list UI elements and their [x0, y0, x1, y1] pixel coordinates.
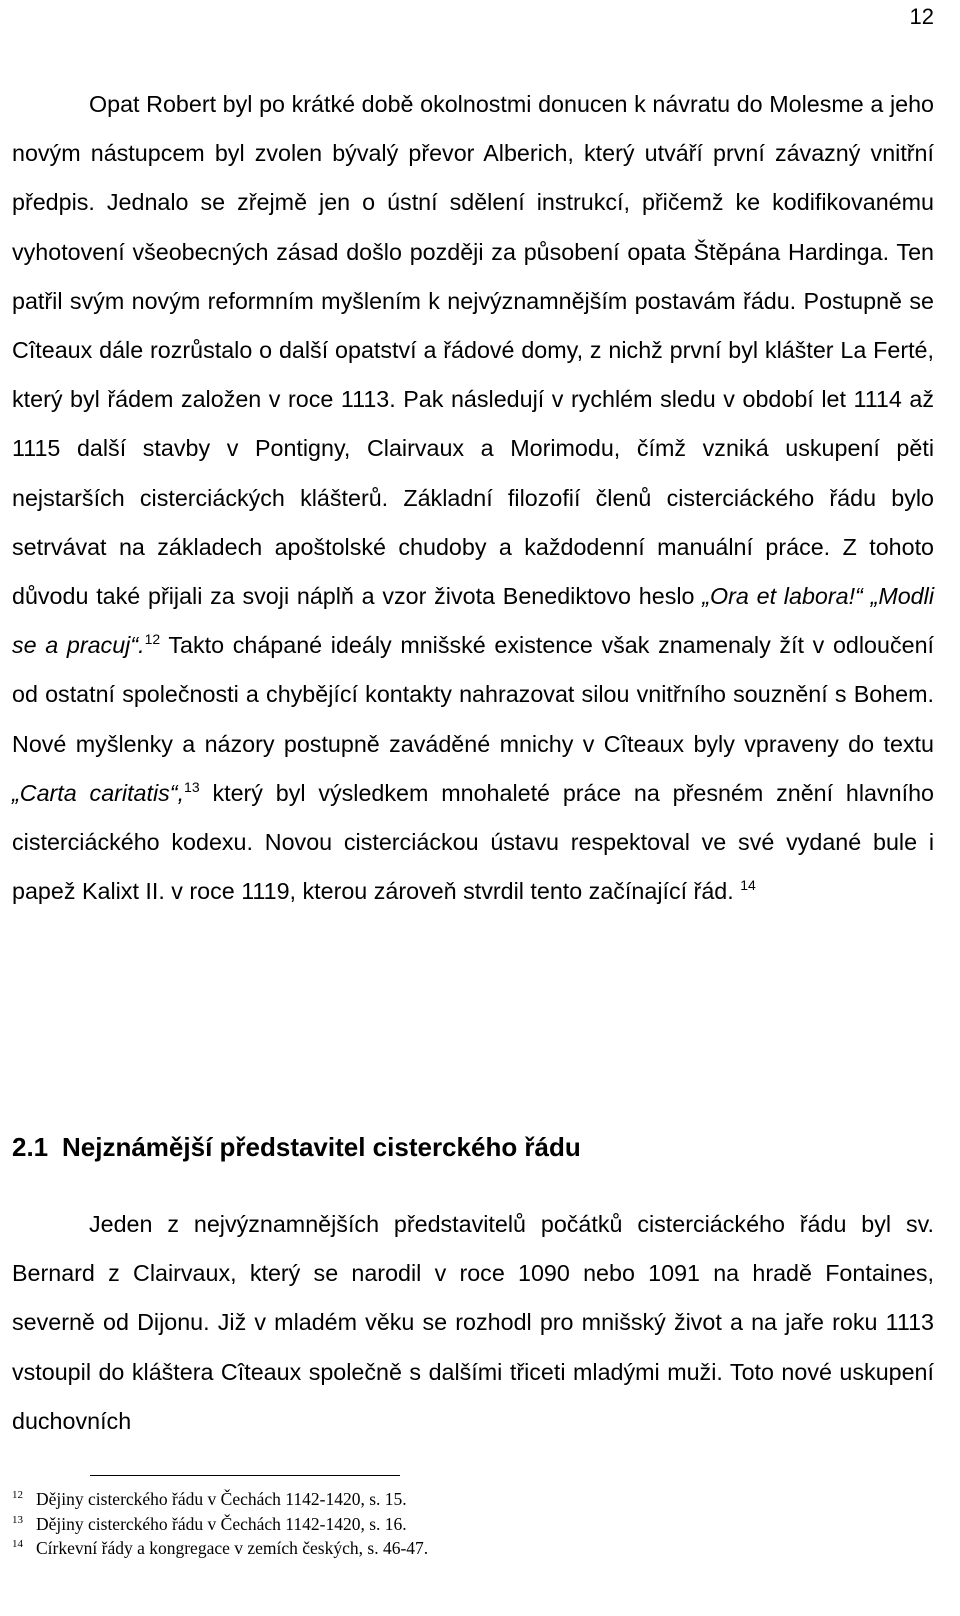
latin-motto: „Ora et labora!“ „Modli se a pracuj“.: [12, 583, 934, 659]
footnote-ref-13[interactable]: 13: [184, 779, 200, 796]
body-paragraph-2: [12, 1200, 934, 1446]
footnote-text: Dějiny cisterckého řádu v Čechách 1142-1420, s. 15.: [36, 1489, 407, 1509]
footnote-ref-14[interactable]: 14: [740, 877, 756, 894]
footnote-text: Církevní řády a kongregace v zemích českých, s. 46-47.: [36, 1538, 429, 1558]
footnote-13: 13 Dějiny cisterckého řádu v Čechách 1142-1420, s. 16.: [12, 1513, 407, 1534]
page-number: 12: [909, 4, 934, 29]
footnote-separator: [90, 1475, 400, 1476]
section-heading: [12, 1127, 581, 1167]
body-paragraph-1: [12, 80, 934, 916]
footnote-text: Dějiny cisterckého řádu v Čechách 1142-1420, s. 16.: [36, 1513, 407, 1534]
section-number: 2.1: [12, 1132, 49, 1162]
paragraph-text: Takto chápané ideály mnišské existence však znamenaly žít v odloučení od ostatní společnosti a chybějící kontakty nahrazovat silou vnitřního souznění s Bohem. Nové myšlenky a názory postupně zaváděné mnichy v Cîteaux byly vpraveny do textu: [12, 632, 934, 757]
paragraph-text: Opat Robert byl po krátké době okolnostmi donucen k návratu do Molesme a jeho novým nástupcem byl zvolen bývalý převor Alberich, který utváří první závazný vnitřní předpis. Jednalo se zřejmě jen o ústní sdělení instrukcí, přičemž ke kodifikovanému vyhotovení všeobecných zásad došlo později za působení opata Štěpána Hardinga. Ten patřil svým novým reformním myšlením k nejvýznamnějším postavám řádu. Postupně se Cîteaux dále rozrůstalo o další opatství a řádové domy, z nichž první byl klášter La Ferté, který byl řádem založen v roce 1113. Pak následují v rychlém sledu v období let 1114 až 1115 další stavby v Pontigny, Clairvaux a Morimodu, čímž vzniká uskupení pěti nejstarších cisterciáckých klášterů. Základní filozofií členů cisterciáckého řádu bylo setrvávat na základech apoštolské chudoby a každodenní manuální práce. Z tohoto důvodu také přijali za svoji náplň a vzor života Benediktovo heslo: [12, 91, 934, 610]
footnote-12: 12 Dějiny cisterckého řádu v Čechách 1142-1420, s. 15.: [12, 1489, 407, 1509]
paragraph-text: který byl výsledkem mnohaleté práce na přesném znění hlavního cisterciáckého kodexu. Novou cisterciáckou ústavu respektoval ve své vydané bule i papež Kalixt II. v roce 1119, kterou zároveň stvrdil tento začínající řád.: [12, 779, 934, 905]
footnote-ref-12[interactable]: 12: [144, 631, 161, 648]
paragraph-text: Jeden z nejvýznamnějších představitelů počátků cisterciáckého řádu byl sv. Bernard z Clairvaux, který se narodil v roce 1090 nebo 1091 na hradě Fontaines, severně od Dijonu. Již v mladém věku se rozhodl pro mnišský život a na jaře roku 1113 vstoupil do kláštera Cîteaux společně s dalšími třiceti mladými muži. Toto nové uskupení duchovních: [12, 1211, 934, 1434]
document-title-italic: „Carta caritatis“,: [12, 779, 185, 806]
footnotes: [12, 1487, 428, 1561]
section-title: Nejznámější představitel cisterckého řádu: [62, 1132, 581, 1162]
footnote-14: 14 Církevní řády a kongregace v zemích českých, s. 46-47.: [12, 1538, 429, 1558]
